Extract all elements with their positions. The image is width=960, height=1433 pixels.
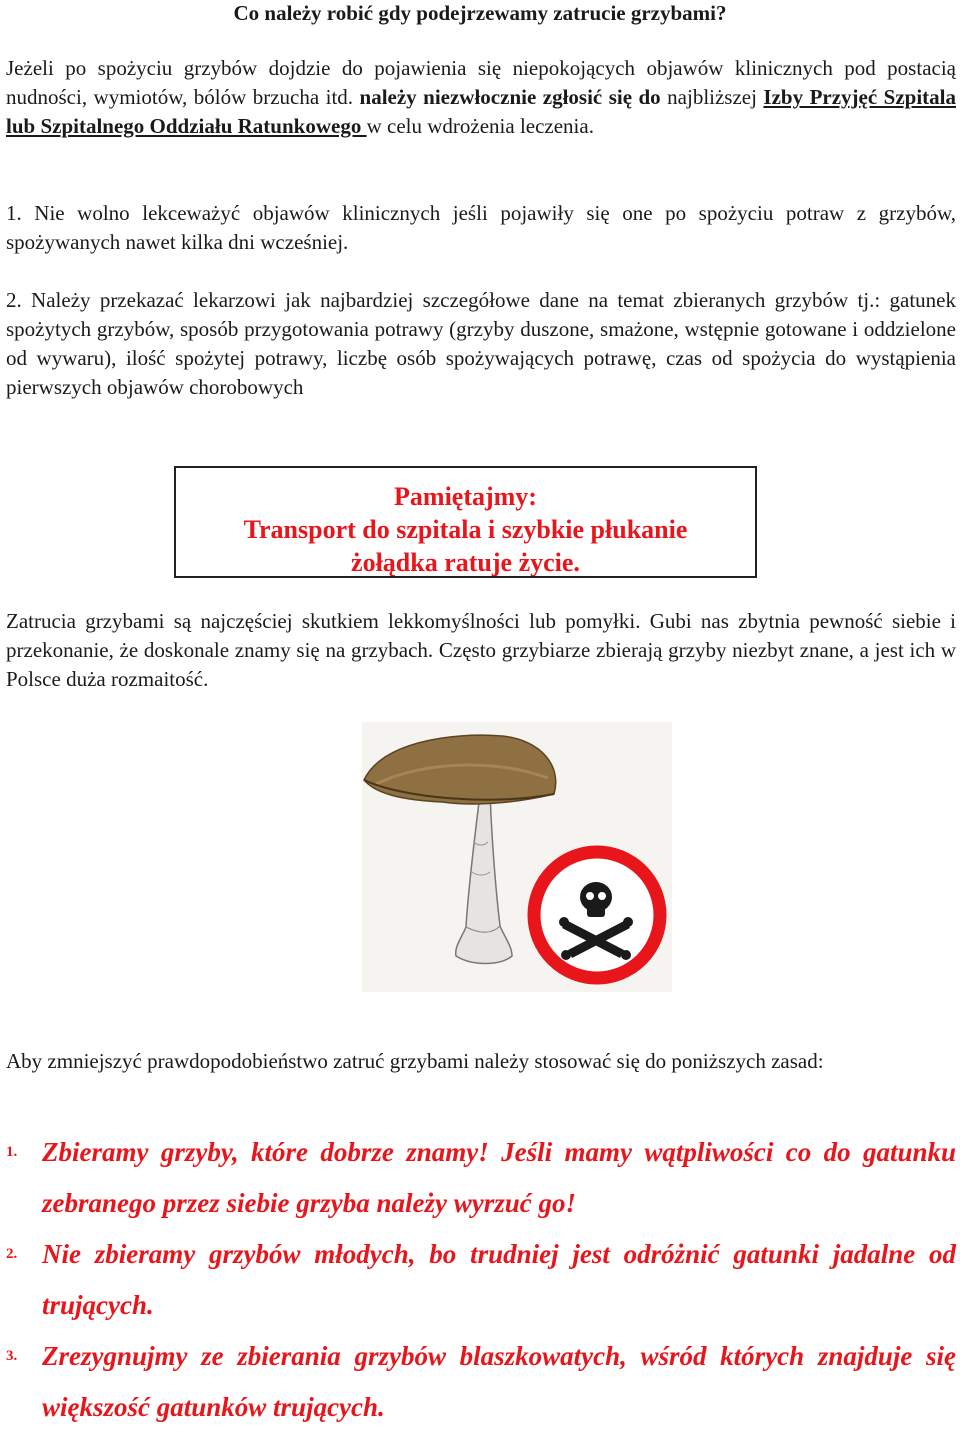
rule-text: Nie zbieramy grzybów młodych, bo trudniej jest odróżnić gatunki jadalne od trujących. (42, 1239, 956, 1320)
intro-text: Jeżeli po spożyciu grzybów dojdzie do pojawienia się niepokojących objawów klinicznych pod postacią nudności, wymiotów, bólów brzucha itd. (6, 56, 956, 109)
callout-line-2: Transport do szpitala i szybkie płukanie (243, 515, 688, 544)
callout-box (174, 466, 757, 578)
page-title: Co należy robić gdy podejrzewamy zatrucie grzybami? (233, 1, 727, 25)
callout-heading: Pamiętajmy: (394, 482, 537, 511)
rule-text: Zbieramy grzyby, które dobrze znamy! Jeśli mamy wątpliwości co do gatunku zebranego przez siebie grzyba należy wyrzuć go! (42, 1137, 956, 1218)
rules-intro: Aby zmniejszyć prawdopodobieństwo zatruć grzybami należy stosować się do poniższych zasad: (6, 1049, 824, 1073)
intro-text-2: najbliższej (660, 85, 764, 109)
rule-item (6, 1229, 956, 1331)
point-1: 1. Nie wolno lekceważyć objawów klinicznych jeśli pojawiły się one po spożyciu potraw z grzybów, spożywanych nawet kilka dni wcześniej. (6, 201, 956, 254)
rule-number: 1. (6, 1144, 18, 1160)
rule-number: 2. (6, 1246, 18, 1262)
poisonous-mushroom-icon (362, 722, 672, 992)
callout-line-3: żołądka ratuje życie. (351, 548, 580, 577)
rule-item (6, 1127, 956, 1229)
poisonous-mushroom-figure (362, 722, 672, 992)
rule-item (6, 1331, 956, 1433)
intro-paragraph (6, 54, 956, 141)
point-2: 2. Należy przekazać lekarzowi jak najbardziej szczegółowe dane na temat zbieranych grzybów tj.: gatunek spożytych grzybów, sposób przygotowania potrawy (grzyby duszone, smażone, wstępnie gotowane i oddzielone od wywaru), ilość spożytej potrawy, liczbę osób spożywających potrawę, czas od spożycia do wystąpienia pierwszych objawów chorobowych (6, 288, 956, 399)
intro-text-3: w celu wdrożenia leczenia. (366, 114, 594, 138)
rule-text: Zrezygnujmy ze zbierania grzybów blaszkowatych, wśród których znajduje się większość gatunków trujących. (42, 1341, 956, 1422)
intro-hospital: Izby Przyjęć Szpitala lub Szpitalnego Oddziału Ratunkowego (6, 85, 956, 138)
intro-emphasis: należy niezwłocznie zgłosić się do (359, 85, 661, 109)
mistakes-paragraph: Zatrucia grzybami są najczęściej skutkiem lekkomyślności lub pomyłki. Gubi nas zbytnia pewność siebie i przekonanie, że doskonale znamy się na grzybach. Często grzybiarze zbierają grzyby niezbyt znane, a jest ich w Polsce duża rozmaitość. (6, 609, 956, 691)
rule-number: 3. (6, 1348, 18, 1364)
